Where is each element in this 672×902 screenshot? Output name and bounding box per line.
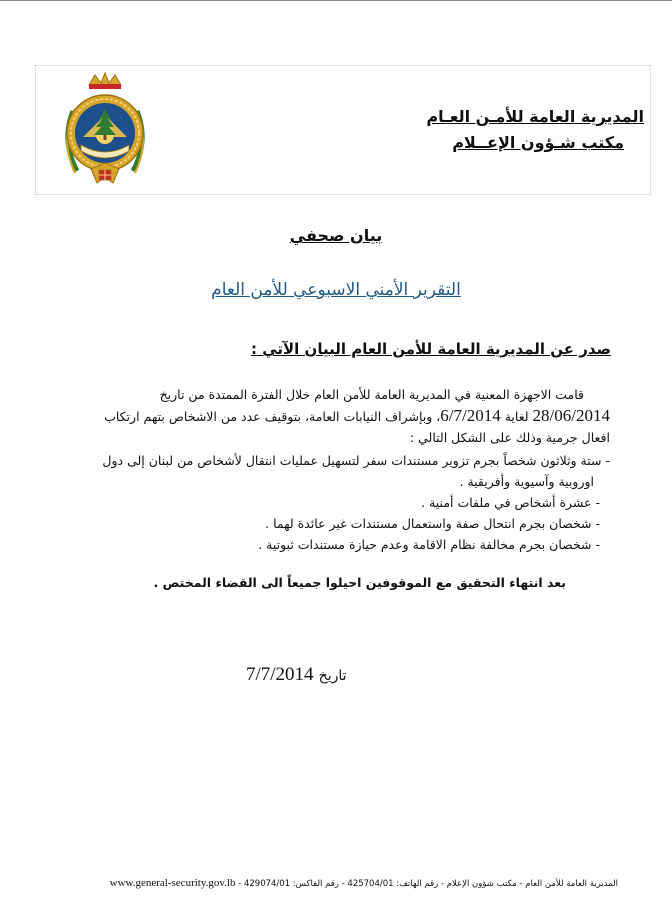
document-date [246,664,347,686]
report-title: التقرير الأمني الاسبوعي للأمن العام [211,280,461,300]
list-item: - شخصان بجرم مخالفة نظام الاقامة وعدم حيازة مستندات ثبوتية . [258,537,600,552]
paragraph-line-1: قامت الاجهزة المعنية في المديرية العامة للأمن العام خلال الفترة الممتدة من تاريخ [159,387,584,402]
paragraph-line-2-rest: ، وبإشراف النيابات العامة، بتوقيف عدد من الاشخاص بتهم ارتكاب [104,409,441,424]
paragraph-line-2 [18,405,610,427]
to-word: لغاية [504,409,529,424]
letterhead [35,65,651,195]
paragraph-line-3: افعال جرمية وذلك على الشكل التالي : [409,430,610,445]
footer-contact: المديرية العامة للأمن العام - مكتب شؤون الإعلام - رقم الهاتف: 425704/01 - رقم الفاكس: 429074/01 - [235,879,618,889]
statement-title: بيان صحفي [289,226,383,245]
footer [86,877,618,889]
body-paragraph [18,384,610,448]
date-label: تاريخ [318,668,347,684]
directorate-name: المديرية العامة للأمـن العـام [426,107,644,126]
date-from: 28/06/2014 [532,406,610,425]
date-to: 6/7/2014 [440,406,501,425]
arrests-list [18,450,610,555]
list-item-continuation: اوروبية وآسيوية وأفريقية . [459,474,594,489]
top-border [0,0,672,1]
closing-sentence: بعد انتهاء التحقيق مع الموقوفين احيلوا جميعاً الى القضاء المختص . [153,575,566,590]
date-value: 7/7/2014 [246,664,314,685]
list-item: - شخصان بجرم انتحال صفة واستعمال مستندات غير عائدة لهما . [265,516,600,531]
general-security-emblem-icon [55,71,155,189]
letterhead-text [426,104,644,156]
footer-website-link[interactable]: www.general-security.gov.lb [109,877,236,889]
list-item: - عشرة أشخاص في ملفات أمنية . [421,495,600,510]
media-office-name: مكتب شـؤون الإعــلام [452,133,624,152]
list-item: - ستة وثلاثون شخصاً بجرم تزوير مستندات سفر لتسهيل عمليات انتقال لأشخاص من لبنان إلى دول [102,453,610,468]
issued-line: صدر عن المديرية العامة للأمن العام البيان الآتي : [250,340,611,358]
